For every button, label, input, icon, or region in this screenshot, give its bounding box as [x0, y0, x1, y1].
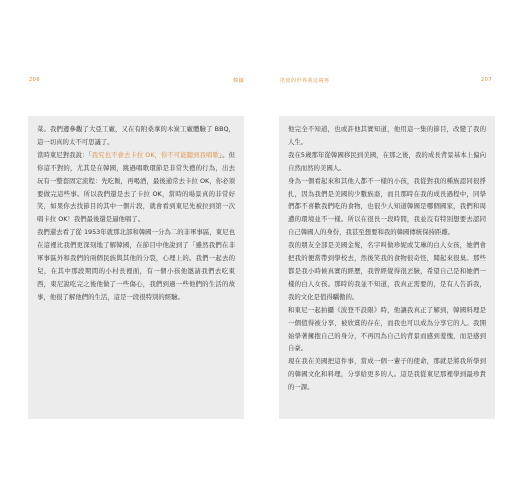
paragraph — [37, 226, 235, 303]
paragraph-text: 當時東尼對我說：「 — [37, 150, 92, 159]
paragraph-text: 我們還去看了從 1953年就那北部和韓國一分為二的非軍事區，東尼也在這裡比我們更深刻地了解韓國，在節目中他說到了「雖然我們在非軍事區外和我們的兩個民族與其他的分裂，心理上的。我們一起去的兒，在其中那段期間的小村長裡面，有一個小孩他邀請我們去吃東西，東尼說吃完之後他做了一些傷心，我們到過一些他們的生活的故事，他很了解他們的生活，這是一段很特別的經驗。 — [37, 228, 235, 301]
paragraph-text: 我在5歲那年從韓國移民到美國，在那之後，我的成長背景基本上偏向自然而然的美國人。 — [288, 150, 486, 172]
paragraph — [288, 355, 486, 394]
paragraph — [288, 123, 486, 149]
left-running-head: 韓國 — [233, 78, 245, 84]
paragraph-text: 現在我在美國把這件事，當成一個一輩子的使命，那就是將我所學到的韓國文化和料理，分享給更多的人。這是我從東尼那裡學到最珍貴的一課。 — [288, 357, 486, 392]
paragraph — [288, 149, 486, 175]
right-running-head: 塗留的世界我這兩再 — [280, 78, 330, 84]
left-page-number: 206 — [29, 77, 41, 83]
paragraph — [288, 304, 486, 356]
left-page-body — [28, 116, 244, 419]
paragraph — [288, 175, 486, 240]
highlighted-quote: 我究也不會去卡拉 OK，你不可能聽到我唱歌 — [91, 150, 219, 159]
paragraph-text: 他完全不知道，也或許他其實知道，他用這一集的節目，改變了我的人生。 — [288, 125, 486, 146]
paragraph-text: 我的朋友全部是美國金髮，名字叫做珍妮或艾琳的白人女孩，她們會把我的便當帶到學校去，然後笑我的食物很奇怪，聞起來很臭。那些都是我小時候真實的經歷，我曾經覺得很丟臉，希望自己是和她們一樣的白人女孩。那時的我並不知道，我真正需要的，是有人告訴我，我的文化是值得驕傲的。 — [288, 241, 486, 301]
paragraph-text: 身為一個看起來和其他人都不一樣的小孩，我從對我的種族認同很掙扎，因為我們是美國的少數族裔，而且那時在我的成長過程中，同學們都不喜歡我們吃的食物，也很少人知道韓國是哪個國家，我們和周遭的環境並不一樣。所以在很長一段時間，我並沒有特別想要去認同自己韓國人的身份，我甚至想要和我的韓國傳統保持距離。 — [288, 176, 486, 237]
paragraph — [37, 149, 235, 226]
paragraph — [288, 239, 486, 304]
paragraph-text: 」。但你這不對的，尤其是在韓國，跳過唱歌環節是非常失禮的行為，出去玩有一整套固定流程：先吃飯，再喝酒，最後通常去卡拉 OK，你必須要做完這些事。所以我們還是去了卡拉 OK，當時的場景真的非常好笑，如果你去找節目的其中一個片段，就會看到東尼先被拉到第一次唱卡拉 OK！我們最後還是逼他唱了。 — [37, 150, 235, 224]
right-page-body — [279, 116, 495, 419]
right-page-number: 207 — [481, 77, 493, 83]
paragraph-text: 和東尼一起拍攝《波登不設限》時，他讓我真正了解到，韓國料理是一個值得被分享、被欣賞的存在，而我也可以成為分享它的人。我開始學著擁抱自己的身分，不再因為自己的背景而感到羞愧，而是感到自豪。 — [288, 305, 486, 353]
paragraph — [37, 123, 235, 149]
paragraph-text: 菜。我們邊參觀了大亞工廠，又在有附桑拿的木炭工廠體驗了 BBQ，這一切真的太不可思議了。 — [37, 125, 235, 146]
